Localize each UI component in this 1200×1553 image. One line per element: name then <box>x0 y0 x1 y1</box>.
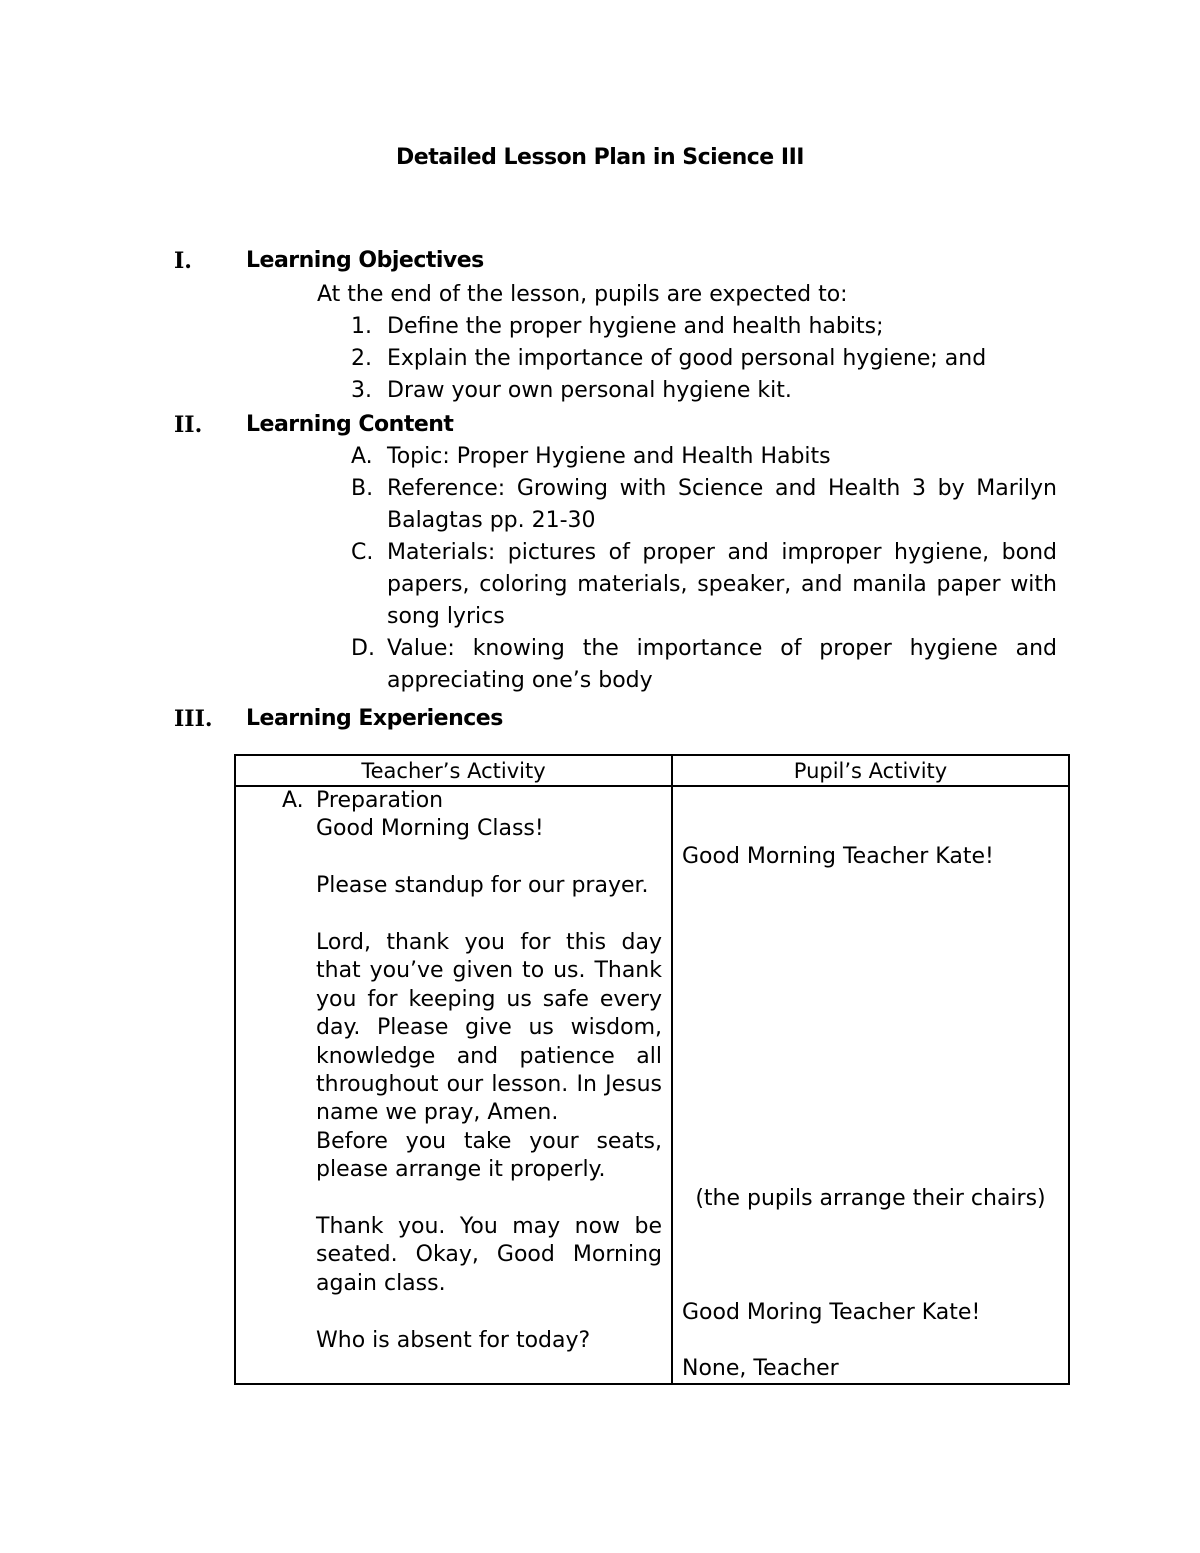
pupil-arrange: (the pupils arrange their chairs) <box>695 1186 1046 1211</box>
preparation-label: Preparation <box>316 788 444 813</box>
list-marker: D. <box>351 636 375 661</box>
list-marker: C. <box>351 540 374 565</box>
list-item <box>351 633 1057 697</box>
teacher-arrange: Before you take your seats, please arrange it properly. <box>316 1129 662 1183</box>
list-item-text: Draw your own personal hygiene kit. <box>387 378 792 403</box>
list-item-text: Materials: pictures of proper and improper hygiene, bond papers, coloring materials, speaker, and manila paper with song lyrics <box>387 540 1057 629</box>
section-numeral: III. <box>174 706 213 732</box>
list-item <box>351 343 1057 375</box>
section-numeral: I. <box>174 248 192 274</box>
list-item <box>351 537 1057 633</box>
content-list <box>351 441 1057 697</box>
activities-table <box>234 754 1070 1385</box>
teacher-standup: Please standup for our prayer. <box>316 873 649 898</box>
list-item <box>351 473 1057 537</box>
list-item-text: Define the proper hygiene and health habits; <box>387 314 884 339</box>
list-item-text: Reference: Growing with Science and Health 3 by Marilyn Balagtas pp. 21-30 <box>387 476 1057 533</box>
list-marker: 2. <box>351 346 372 371</box>
list-marker: B. <box>351 476 374 501</box>
column-divider <box>671 756 673 1383</box>
list-marker: 1. <box>351 314 372 339</box>
teacher-absent-question: Who is absent for today? <box>316 1328 591 1353</box>
list-item-text: Value: knowing the importance of proper hygiene and appreciating one’s body <box>387 636 1057 693</box>
list-marker: A. <box>351 444 373 469</box>
section-heading: Learning Content <box>246 412 454 437</box>
teacher-activity-header: Teacher’s Activity <box>361 759 546 783</box>
teacher-seated: Thank you. You may now be seated. Okay, Good Morning again class. <box>316 1214 662 1296</box>
list-item-text: Topic: Proper Hygiene and Health Habits <box>387 444 831 469</box>
objectives-list <box>351 311 1057 407</box>
pupil-greeting-2: Good Moring Teacher Kate! <box>682 1300 981 1325</box>
pupil-activity-header: Pupil’s Activity <box>793 759 948 783</box>
pupil-absent-answer: None, Teacher <box>682 1356 839 1381</box>
objectives-intro: At the end of the lesson, pupils are expected to: <box>317 282 848 307</box>
document-title: Detailed Lesson Plan in Science III <box>396 145 804 170</box>
pupil-greeting: Good Morning Teacher Kate! <box>682 844 994 869</box>
section-numeral: II. <box>174 412 203 438</box>
preparation-marker: A. <box>282 788 304 813</box>
teacher-greeting: Good Morning Class! <box>316 816 544 841</box>
section-heading: Learning Experiences <box>246 706 503 731</box>
list-item <box>351 441 1057 473</box>
list-item <box>351 375 1057 407</box>
list-marker: 3. <box>351 378 372 403</box>
list-item <box>351 311 1057 343</box>
list-item-text: Explain the importance of good personal hygiene; and <box>387 346 987 371</box>
section-heading: Learning Objectives <box>246 248 484 273</box>
teacher-prayer: Lord, thank you for this day that you’ve given to us. Thank you for keeping us safe every day. Please give us wisdom, knowledge and patience all throughout our lesson. In Jesus name we pray, Amen. <box>316 930 662 1126</box>
